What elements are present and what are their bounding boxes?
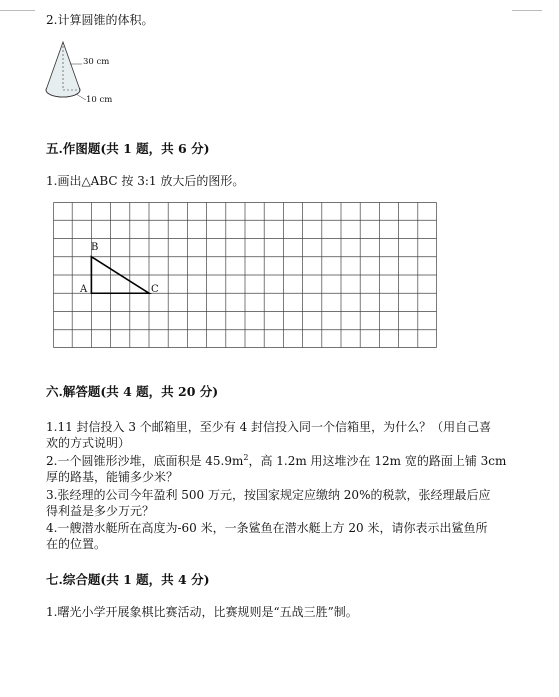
section-title-drawing: 五.作图题(共 1 题，共 6 分) <box>46 141 210 156</box>
question-profit-line1: 3.张经理的公司今年盈利 500 万元，按国家规定应缴纳 20%的税款，张经理最后应 <box>46 488 491 502</box>
sandpile-text-a: 2.一个圆锥形沙堆，底面积是 45.9m <box>46 454 244 468</box>
question-profit-line2: 得利益是多少万元？ <box>46 504 155 518</box>
question-chess-competition: 1.曙光小学开展象棋比赛活动，比赛规则是“五战三胜”制。 <box>46 605 358 619</box>
question-enlarge-triangle: 1.画出△ABC 按 3:1 放大后的图形。 <box>46 174 245 188</box>
question-submarine-line2: 在的位置。 <box>46 537 107 551</box>
point-label-c: C <box>151 284 159 295</box>
question-letters-line2: 欢的方式说明） <box>46 436 131 450</box>
page-corner-left <box>0 0 35 11</box>
grid-figure <box>53 202 437 348</box>
cone-height-label: 30 cm <box>83 57 110 67</box>
point-label-b: B <box>91 242 99 253</box>
question-sandpile-line2: 厚的路基，能铺多少米？ <box>46 470 179 484</box>
section-title-comprehensive: 七.综合题(共 1 题，共 4 分) <box>46 572 210 587</box>
cone-radius-label: 10 cm <box>86 95 113 105</box>
question-submarine-line1: 4.一艘潜水艇所在高度为-60 米，一条鲨鱼在潜水艇上方 20 米，请你表示出鲨鱼所 <box>46 521 488 535</box>
sandpile-superscript: 2 <box>243 453 249 462</box>
question-cone-volume: 2.计算圆锥的体积。 <box>46 13 154 27</box>
page-corner-right <box>512 0 542 11</box>
question-sandpile-line1 <box>46 452 506 469</box>
point-label-a: A <box>80 284 88 295</box>
question-letters-line1: 1.11 封信投入 3 个邮箱里，至少有 4 封信投入同一个信箱里，为什么？（用自己喜 <box>46 420 492 434</box>
sandpile-text-b: ，高 1.2m 用这堆沙在 12m 宽的路面上铺 3cm <box>248 454 507 468</box>
section-title-solve: 六.解答题(共 4 题，共 20 分) <box>46 384 219 399</box>
